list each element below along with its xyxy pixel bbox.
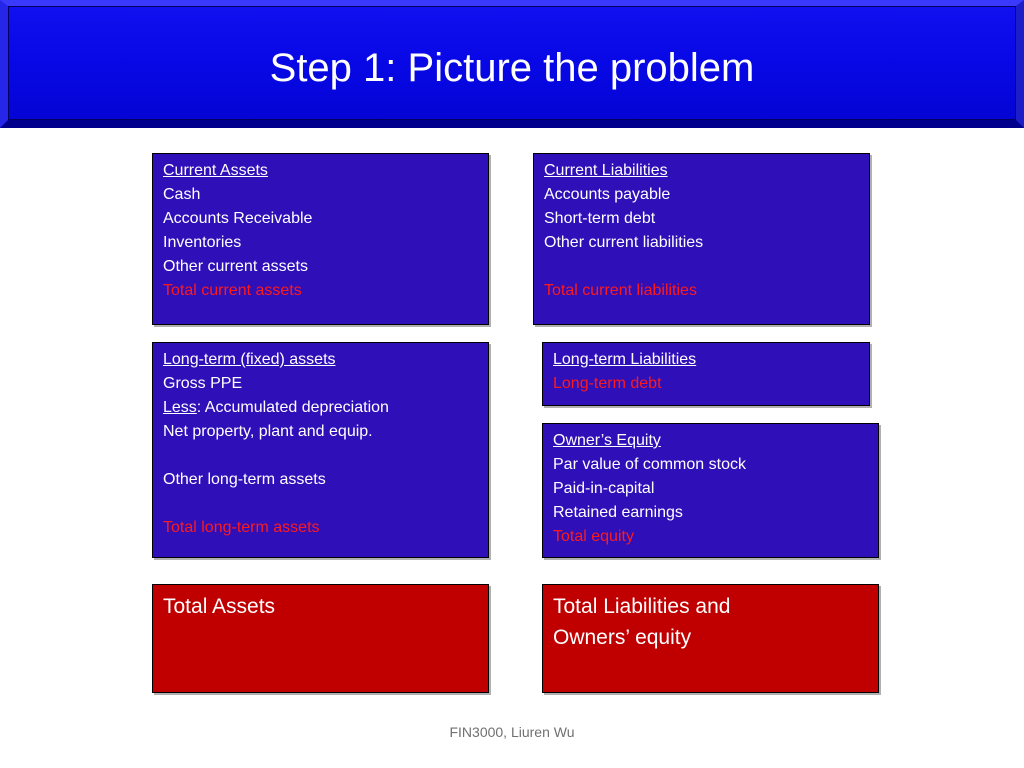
- long-term-assets-total: Total long-term assets: [163, 519, 320, 536]
- long-term-liabilities-box: [542, 342, 870, 406]
- long-term-liabilities-heading: Long-term Liabilities: [553, 351, 697, 368]
- current-liabilities-box: [533, 153, 870, 325]
- current-assets-box: [152, 153, 489, 325]
- current-assets-item: Inventories: [163, 234, 242, 251]
- total-assets-box: [152, 584, 489, 693]
- current-assets-item: Cash: [163, 186, 201, 203]
- total-liabilities-equity-box: [542, 584, 879, 693]
- owners-equity-box: [542, 423, 879, 558]
- long-term-assets-heading: Long-term (fixed) assets: [163, 351, 336, 368]
- owners-equity-heading: Owner’s Equity: [553, 432, 661, 449]
- less-rest: : Accumulated depreciation: [196, 399, 389, 416]
- gross-ppe-line: Gross PPE: [163, 375, 243, 392]
- current-assets-item: Accounts Receivable: [163, 210, 313, 227]
- slide-title: Step 1: Picture the problem: [269, 46, 755, 90]
- net-ppe-line: Net property, plant and equip.: [163, 423, 373, 440]
- blank-line: [544, 255, 859, 279]
- owners-equity-item: Paid-in-capital: [553, 480, 655, 497]
- current-liabilities-total: Total current liabilities: [544, 282, 697, 299]
- title-bar: [0, 0, 1024, 128]
- blank-line: [163, 492, 478, 516]
- current-liabilities-item: Accounts payable: [544, 186, 671, 203]
- total-assets-label: Total Assets: [163, 595, 276, 618]
- less-label: Less: [163, 399, 197, 416]
- other-long-term-assets-line: Other long-term assets: [163, 471, 326, 488]
- total-liabilities-label-line1: Total Liabilities and: [553, 595, 731, 618]
- current-assets-total: Total current assets: [163, 282, 302, 299]
- blank-line: [163, 444, 478, 468]
- owners-equity-total: Total equity: [553, 528, 634, 545]
- current-assets-item: Other current assets: [163, 258, 308, 275]
- long-term-debt-total: Long-term debt: [553, 375, 662, 392]
- slide-footer: FIN3000, Liuren Wu: [449, 724, 575, 740]
- owners-equity-item: Retained earnings: [553, 504, 683, 521]
- long-term-assets-box: [152, 342, 489, 558]
- less-depreciation-line: [163, 396, 478, 420]
- owners-equity-item: Par value of common stock: [553, 456, 746, 473]
- current-liabilities-heading: Current Liabilities: [544, 162, 668, 179]
- current-liabilities-item: Short-term debt: [544, 210, 656, 227]
- current-assets-heading: Current Assets: [163, 162, 268, 179]
- total-liabilities-label-line2: Owners’ equity: [553, 626, 692, 649]
- current-liabilities-item: Other current liabilities: [544, 234, 704, 251]
